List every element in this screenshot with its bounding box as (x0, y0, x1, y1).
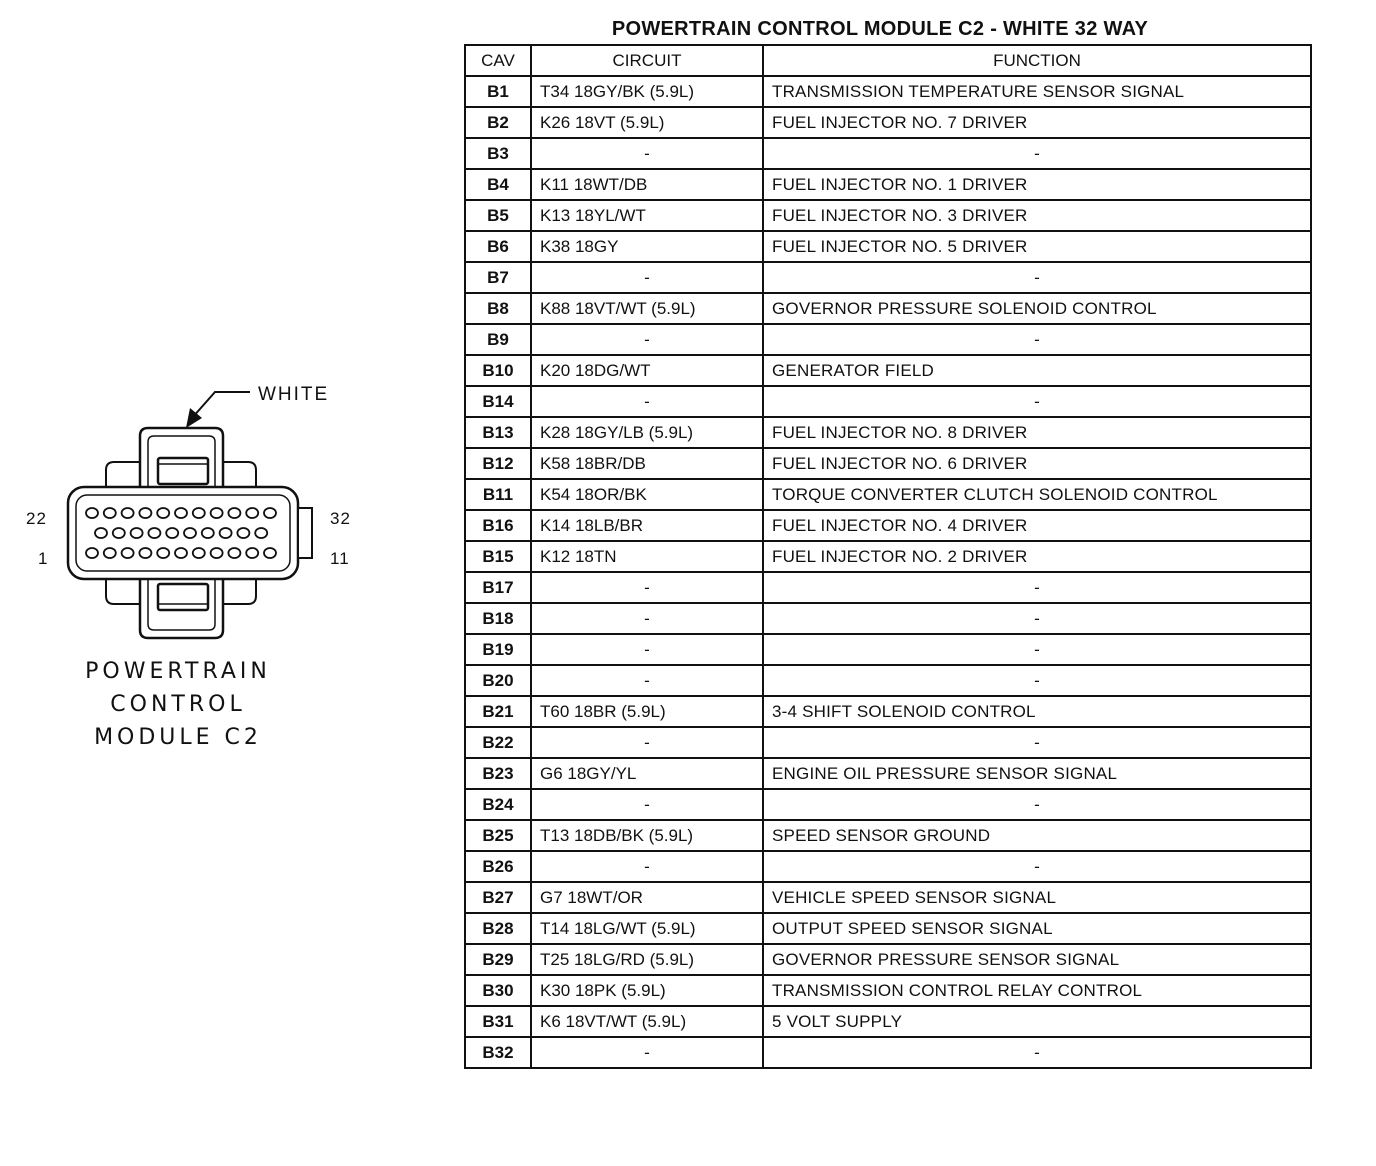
function-cell: - (763, 572, 1311, 603)
circuit-cell: - (531, 634, 763, 665)
table-row (465, 727, 1311, 758)
circuit-cell: K6 18VT/WT (5.9L) (531, 1006, 763, 1037)
function-cell: FUEL INJECTOR NO. 8 DRIVER (763, 417, 1311, 448)
cavity-cell: B13 (465, 417, 531, 448)
pin-cavity (148, 528, 160, 538)
circuit-cell: - (531, 138, 763, 169)
function-cell: FUEL INJECTOR NO. 5 DRIVER (763, 231, 1311, 262)
pin-cavity (211, 508, 223, 518)
table-row (465, 1037, 1311, 1068)
table-row (465, 324, 1311, 355)
connector-caption-line: MODULE C2 (94, 725, 262, 750)
function-cell: - (763, 262, 1311, 293)
function-cell: VEHICLE SPEED SENSOR SIGNAL (763, 882, 1311, 913)
circuit-cell: T25 18LG/RD (5.9L) (531, 944, 763, 975)
circuit-cell: K13 18YL/WT (531, 200, 763, 231)
function-cell: - (763, 138, 1311, 169)
cavity-cell: B4 (465, 169, 531, 200)
function-cell: TORQUE CONVERTER CLUTCH SOLENOID CONTROL (763, 479, 1311, 510)
circuit-cell: K26 18VT (5.9L) (531, 107, 763, 138)
connector-diagram (0, 0, 440, 1166)
pin-label-bottom-right: 11 (330, 549, 350, 568)
pin-cavity (220, 528, 232, 538)
connector-caption (48, 655, 308, 754)
table-row (465, 355, 1311, 386)
function-cell: OUTPUT SPEED SENSOR SIGNAL (763, 913, 1311, 944)
function-cell: - (763, 727, 1311, 758)
circuit-cell: - (531, 386, 763, 417)
table-row (465, 541, 1311, 572)
function-cell: FUEL INJECTOR NO. 4 DRIVER (763, 510, 1311, 541)
cavity-cell: B32 (465, 1037, 531, 1068)
pin-cavity (166, 528, 178, 538)
cavity-cell: B26 (465, 851, 531, 882)
pin-cavity (139, 508, 151, 518)
circuit-cell: K20 18DG/WT (531, 355, 763, 386)
circuit-cell: K14 18LB/BR (531, 510, 763, 541)
wire-color-label: WHITE (258, 384, 330, 405)
pin-cavity (255, 528, 267, 538)
cavity-cell: B24 (465, 789, 531, 820)
circuit-cell: - (531, 851, 763, 882)
circuit-cell: K88 18VT/WT (5.9L) (531, 293, 763, 324)
column-header-function: FUNCTION (763, 45, 1311, 76)
cavity-cell: B28 (465, 913, 531, 944)
pin-cavity (237, 528, 249, 538)
cavity-cell: B3 (465, 138, 531, 169)
table-row (465, 169, 1311, 200)
pin-cavity (228, 508, 240, 518)
table-row (465, 944, 1311, 975)
pin-cavity (246, 508, 258, 518)
pin-label-bottom-left: 1 (38, 549, 49, 568)
function-cell: - (763, 851, 1311, 882)
table-row (465, 417, 1311, 448)
circuit-cell: - (531, 572, 763, 603)
pin-cavity (131, 528, 143, 538)
function-cell: GENERATOR FIELD (763, 355, 1311, 386)
cavity-cell: B30 (465, 975, 531, 1006)
pin-cavity (175, 508, 187, 518)
function-cell: FUEL INJECTOR NO. 6 DRIVER (763, 448, 1311, 479)
function-cell: - (763, 634, 1311, 665)
cavity-cell: B2 (465, 107, 531, 138)
table-header-row (465, 45, 1311, 76)
connector-top-latch (106, 428, 256, 490)
pin-cavity (86, 508, 98, 518)
function-cell: - (763, 603, 1311, 634)
circuit-cell: T60 18BR (5.9L) (531, 696, 763, 727)
circuit-cell: - (531, 789, 763, 820)
pin-cavity (122, 548, 134, 558)
pin-cavity (157, 548, 169, 558)
table-row (465, 138, 1311, 169)
circuit-cell: - (531, 1037, 763, 1068)
table-row (465, 107, 1311, 138)
connector-drawing (0, 0, 440, 700)
function-cell: FUEL INJECTOR NO. 1 DRIVER (763, 169, 1311, 200)
circuit-cell: K58 18BR/DB (531, 448, 763, 479)
cavity-cell: B6 (465, 231, 531, 262)
cavity-cell: B10 (465, 355, 531, 386)
table-row (465, 76, 1311, 107)
circuit-cell: K11 18WT/DB (531, 169, 763, 200)
cavity-cell: B31 (465, 1006, 531, 1037)
table-row (465, 448, 1311, 479)
function-cell: - (763, 789, 1311, 820)
circuit-cell: G7 18WT/OR (531, 882, 763, 913)
circuit-cell: T34 18GY/BK (5.9L) (531, 76, 763, 107)
circuit-cell: - (531, 603, 763, 634)
table-row (465, 510, 1311, 541)
pin-cavity (228, 548, 240, 558)
function-cell: - (763, 1037, 1311, 1068)
circuit-cell: G6 18GY/YL (531, 758, 763, 789)
table-row (465, 913, 1311, 944)
table-row (465, 975, 1311, 1006)
pin-cavity (139, 548, 151, 558)
circuit-cell: T13 18DB/BK (5.9L) (531, 820, 763, 851)
cavity-cell: B1 (465, 76, 531, 107)
table-row (465, 603, 1311, 634)
pin-cavity (211, 548, 223, 558)
cavity-cell: B9 (465, 324, 531, 355)
cavity-cell: B25 (465, 820, 531, 851)
pin-cavity (193, 508, 205, 518)
function-cell: - (763, 665, 1311, 696)
cavity-cell: B11 (465, 479, 531, 510)
function-cell: GOVERNOR PRESSURE SENSOR SIGNAL (763, 944, 1311, 975)
cavity-cell: B21 (465, 696, 531, 727)
connector-bottom-latch (106, 575, 256, 638)
circuit-cell: - (531, 665, 763, 696)
pin-cavity (264, 548, 276, 558)
table-row (465, 293, 1311, 324)
table-row (465, 882, 1311, 913)
table-row (465, 634, 1311, 665)
table-title: POWERTRAIN CONTROL MODULE C2 - WHITE 32 WAY (611, 18, 1149, 40)
table-row (465, 820, 1311, 851)
pinout-table-body (465, 76, 1311, 1068)
circuit-cell: K54 18OR/BK (531, 479, 763, 510)
table-row (465, 386, 1311, 417)
table-row (465, 665, 1311, 696)
pin-cavity (246, 548, 258, 558)
column-header-cav: CAV (465, 45, 531, 76)
function-cell: FUEL INJECTOR NO. 2 DRIVER (763, 541, 1311, 572)
circuit-cell: T14 18LG/WT (5.9L) (531, 913, 763, 944)
circuit-cell: K38 18GY (531, 231, 763, 262)
pin-label-top-left: 22 (26, 509, 47, 528)
circuit-cell: K12 18TN (531, 541, 763, 572)
pin-cavity (264, 508, 276, 518)
pinout-table (464, 44, 1312, 1069)
table-row (465, 262, 1311, 293)
cavity-cell: B22 (465, 727, 531, 758)
table-row (465, 200, 1311, 231)
cavity-cell: B23 (465, 758, 531, 789)
table-row (465, 1006, 1311, 1037)
cavity-cell: B27 (465, 882, 531, 913)
connector-caption-line: CONTROL (110, 692, 246, 717)
pin-cavity (104, 548, 116, 558)
cavity-cell: B18 (465, 603, 531, 634)
function-cell: 3-4 SHIFT SOLENOID CONTROL (763, 696, 1311, 727)
table-row (465, 851, 1311, 882)
pin-cavity (184, 528, 196, 538)
pin-cavity (95, 528, 107, 538)
cavity-cell: B5 (465, 200, 531, 231)
cavity-cell: B15 (465, 541, 531, 572)
cavity-cell: B16 (465, 510, 531, 541)
pin-cavity (193, 548, 205, 558)
function-cell: 5 VOLT SUPPLY (763, 1006, 1311, 1037)
cavity-cell: B19 (465, 634, 531, 665)
circuit-cell: - (531, 262, 763, 293)
column-header-circuit: CIRCUIT (531, 45, 763, 76)
table-row (465, 789, 1311, 820)
table-row (465, 696, 1311, 727)
circuit-cell: - (531, 324, 763, 355)
table-row (465, 758, 1311, 789)
cavity-cell: B7 (465, 262, 531, 293)
cavity-cell: B20 (465, 665, 531, 696)
table-row (465, 231, 1311, 262)
table-row (465, 572, 1311, 603)
function-cell: TRANSMISSION TEMPERATURE SENSOR SIGNAL (763, 76, 1311, 107)
function-cell: ENGINE OIL PRESSURE SENSOR SIGNAL (763, 758, 1311, 789)
cavity-cell: B14 (465, 386, 531, 417)
pin-cavity (175, 548, 187, 558)
pin-cavity (122, 508, 134, 518)
connector-caption-line: POWERTRAIN (85, 659, 271, 684)
function-cell: GOVERNOR PRESSURE SOLENOID CONTROL (763, 293, 1311, 324)
pin-cavity (86, 548, 98, 558)
pin-cavity (202, 528, 214, 538)
cavity-cell: B12 (465, 448, 531, 479)
cavity-cell: B29 (465, 944, 531, 975)
function-cell: - (763, 386, 1311, 417)
function-cell: SPEED SENSOR GROUND (763, 820, 1311, 851)
cavity-cell: B8 (465, 293, 531, 324)
pin-cavity (104, 508, 116, 518)
function-cell: TRANSMISSION CONTROL RELAY CONTROL (763, 975, 1311, 1006)
pin-cavity (157, 508, 169, 518)
pin-label-top-right: 32 (330, 509, 351, 528)
wire-pointer-arrow (186, 392, 250, 428)
circuit-cell: K30 18PK (5.9L) (531, 975, 763, 1006)
circuit-cell: K28 18GY/LB (5.9L) (531, 417, 763, 448)
table-row (465, 479, 1311, 510)
cavity-cell: B17 (465, 572, 531, 603)
function-cell: FUEL INJECTOR NO. 7 DRIVER (763, 107, 1311, 138)
function-cell: FUEL INJECTOR NO. 3 DRIVER (763, 200, 1311, 231)
pin-cavity (113, 528, 125, 538)
circuit-cell: - (531, 727, 763, 758)
function-cell: - (763, 324, 1311, 355)
